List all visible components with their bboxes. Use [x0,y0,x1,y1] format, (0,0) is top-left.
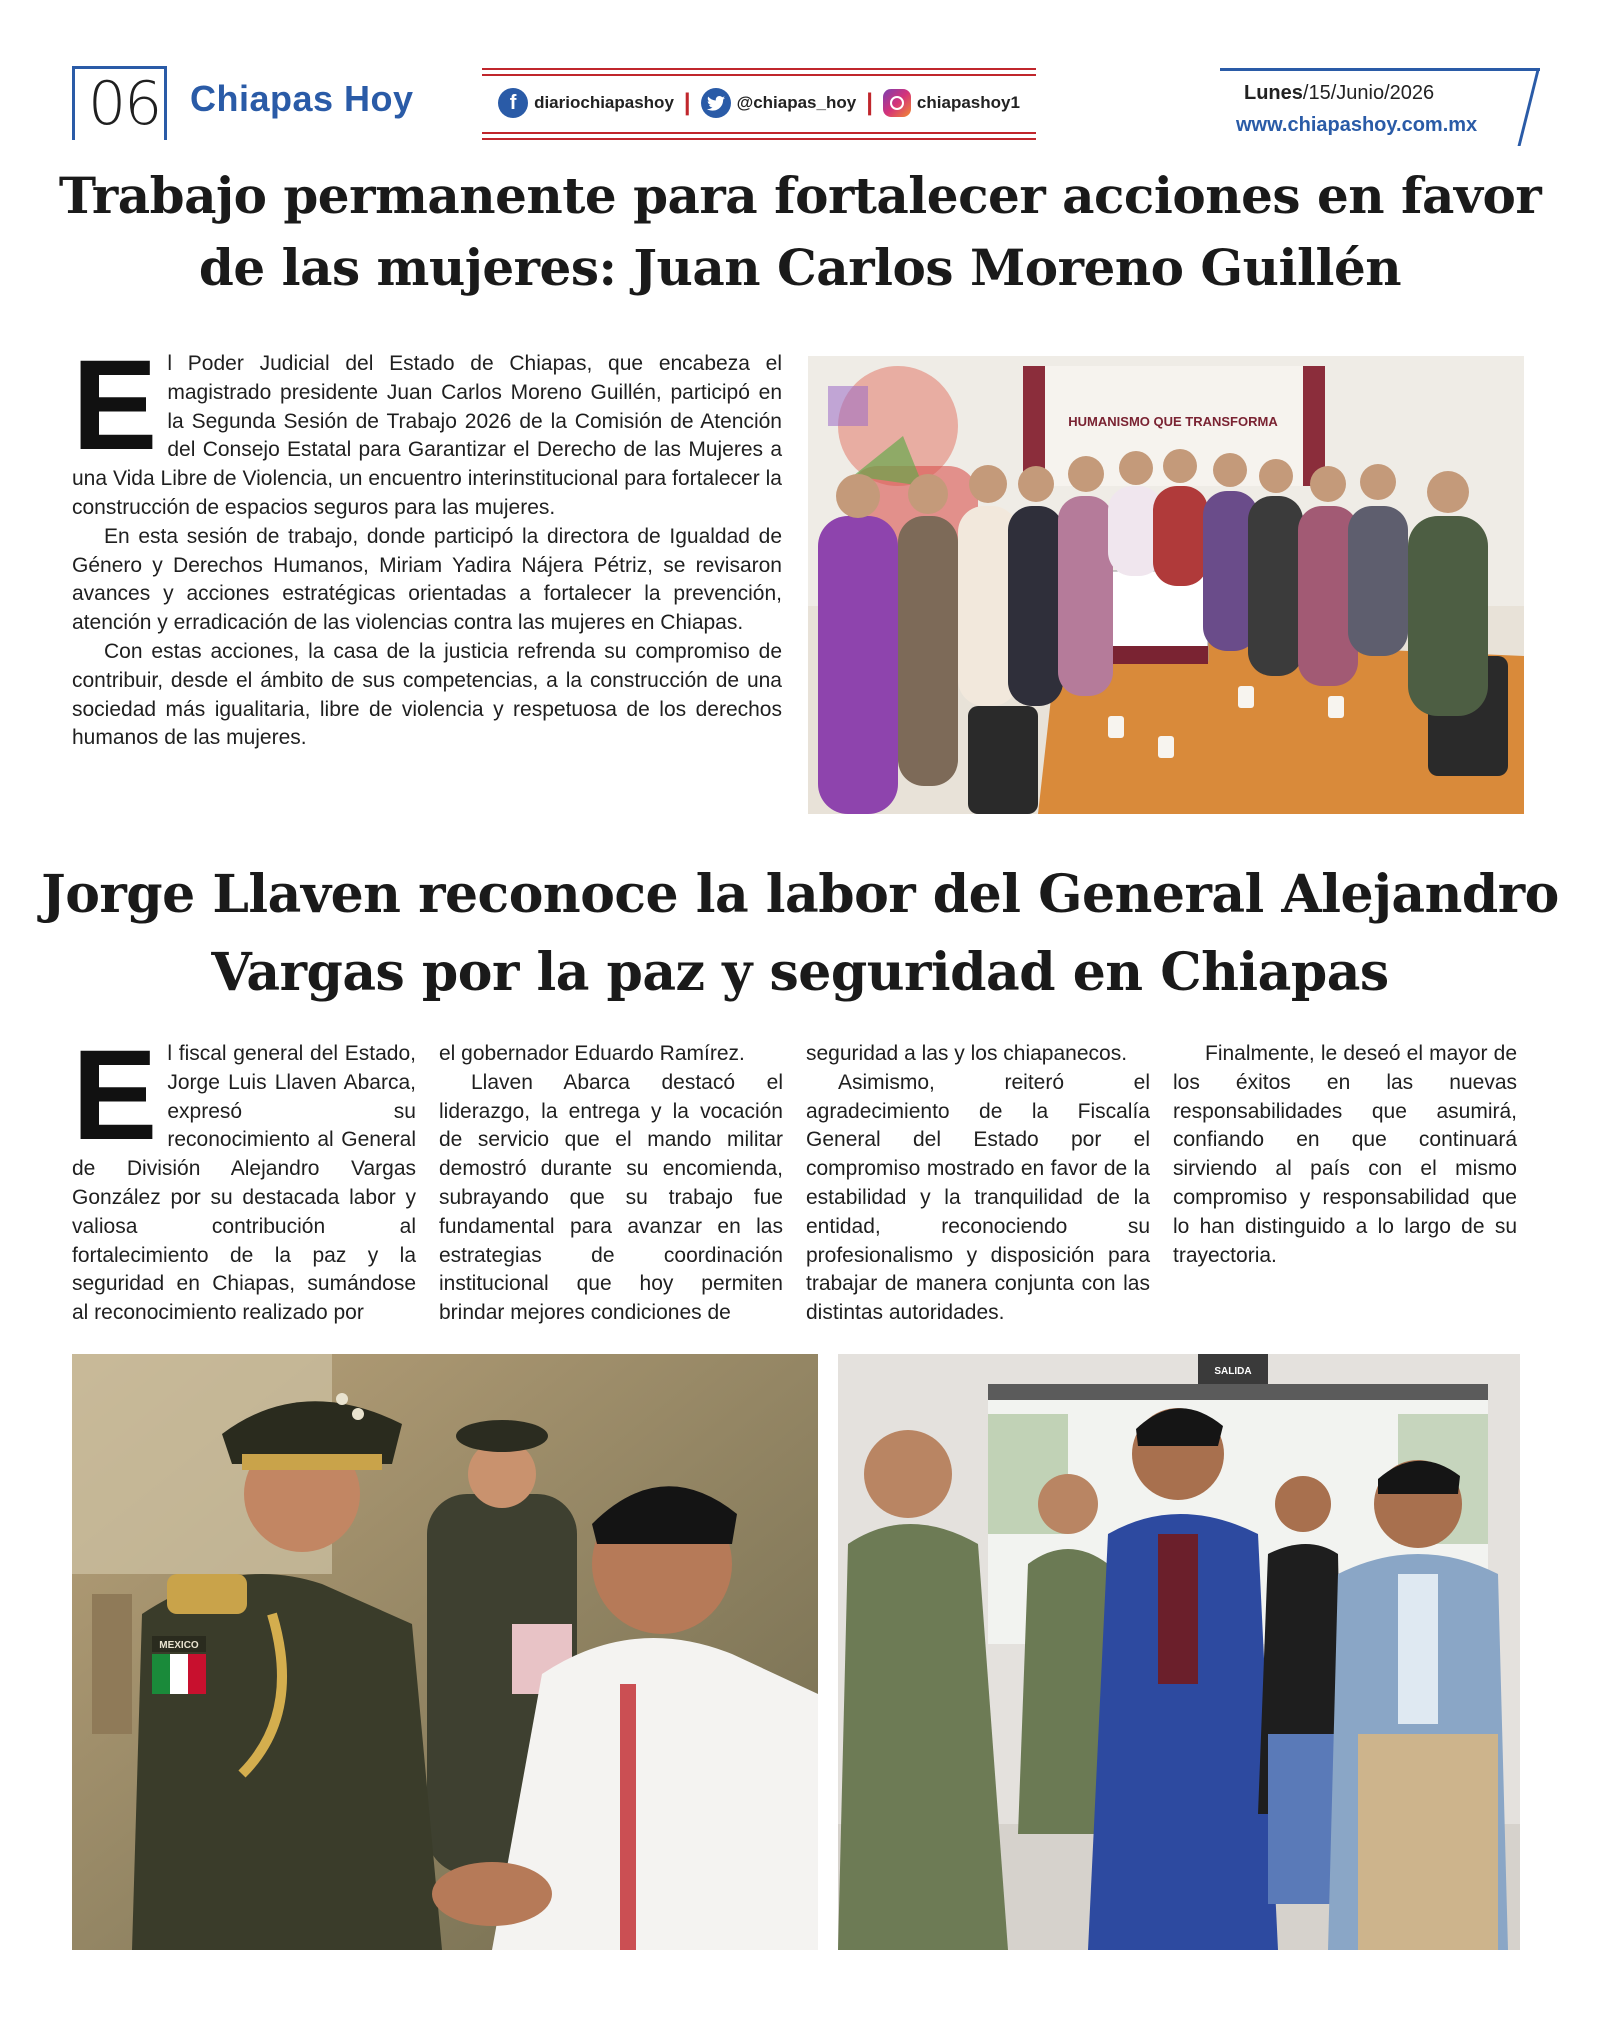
facebook-handle: diariochiapashoy [534,93,674,112]
twitter-link[interactable] [701,88,857,118]
article2-column-1 [72,1024,416,1328]
article2-paragraph-3: Asimismo, reiteró el agradecimiento de la Fiscalía General del Estado por el compromiso mostrado en favor de la estabilidad y la tranquilidad de la entidad, reconociendo su profesionalismo y disposición para trabajar de manera conjunta con las distintas autoridades. [806,1070,1150,1325]
article2-headline: Jorge Llaven reconoce la labor del General Alejandro Vargas por la paz y seguridad en Chiapas [41,864,1559,1003]
social-rule-top-2 [482,74,1036,76]
article1-paragraph-1 [72,334,782,523]
article1-headline: Trabajo permanente para fortalecer acciones en favor de las mujeres: Juan Carlos Moreno Guillén [58,166,1542,297]
issue-weekday: Lunes [1244,82,1303,104]
website-link[interactable]: www.chiapashoy.com.mx [1236,114,1478,136]
article1-paragraph-1-text: l Poder Judicial del Estado de Chiapas, que encabeza el magistrado presidente Juan Carlos Moreno Guillén, participó en la Segunda Sesión de Trabajo 2026 de la Comisión de Atención del Consejo Estatal para Garantizar el Derecho de las Mujeres a una Vida Libre de Violencia, un encuentro interinstitucional para fortalecer la construcción de espacios seguros para las mujeres. [72,352,782,519]
photo-patch-text: MEXICO [159,1640,199,1651]
article2-photo-handshake [72,1354,818,1950]
drop-cap: E [72,334,158,477]
social-links [482,86,1036,120]
article2-paragraph-1 [72,1024,416,1328]
page-number: 06 [88,69,161,139]
article1-photo [808,356,1524,814]
social-separator: | [866,89,873,116]
social-rule-bottom [482,132,1036,134]
twitter-handle: @chiapas_hoy [736,93,857,112]
instagram-link[interactable] [883,89,1020,117]
article2-column-4 [1173,1040,1517,1270]
section-title: Chiapas Hoy [190,78,414,119]
article2-column-2 [439,1040,783,1328]
article1-body [72,334,782,753]
twitter-icon [701,88,731,118]
photo-door-sign-text: SALIDA [1214,1366,1252,1377]
article2-column-3 [806,1040,1150,1328]
facebook-icon: f [498,88,528,118]
article2-paragraph-2-cont: seguridad a las y los chiapanecos. [806,1042,1128,1065]
article2-paragraph-2: Llaven Abarca destacó el liderazgo, la entrega y la vocación de servicio que el mando militar demostró durante su encomienda, subrayando que su trabajo fue fundamental para avanzar en las estrategias de coordinación institucional que hoy permiten brindar mejores condiciones de [439,1070,783,1325]
drop-cap: E [72,1024,158,1167]
photo-banner-text: HUMANISMO QUE TRANSFORMA [1068,414,1278,429]
article2-paragraph-1-cont: el gobernador Eduardo Ramírez. [439,1042,745,1065]
social-separator: | [683,89,691,116]
article2-photo-walking [838,1354,1520,1950]
social-rule-top [482,68,1036,70]
issue-date [1244,82,1434,105]
article1-paragraph-3: Con estas acciones, la casa de la justicia refrenda su compromiso de contribuir, desde el ámbito de sus competencias, a la construcción de una sociedad más igualitaria, libre de violencia y respetuosa de los derechos humanos de las mujeres. [72,639,782,750]
article2-paragraph-1-text: l fiscal general del Estado, Jorge Luis Llaven Abarca, expresó su reconocimiento al General de División Alejandro Vargas González por su destacada labor y valiosa contribución al fortalecimiento de la paz y la seguridad en Chiapas, sumándose al reconocimiento realizado por [72,1042,416,1325]
article2-paragraph-4: Finalmente, le deseó el mayor de los éxitos en las nuevas responsabilidades que asumirá, confiando en que continuará sirviendo al país con el mismo compromiso y responsabilidad que lo han distinguido a lo largo de su trayectoria. [1173,1042,1517,1267]
social-rule-bottom-2 [482,138,1036,140]
article1-paragraph-2: En esta sesión de trabajo, donde participó la directora de Igualdad de Género y Derechos Humanos, Miriam Yadira Nájera Pétriz, se revisaron avances y acciones estratégicas orientadas a fortalecer la prevención, atención y erradicación de las violencias contra las mujeres en Chiapas. [72,524,782,635]
social-bar [482,68,1036,140]
header-divider [164,66,167,140]
issue-date-rest: /15/Junio/2026 [1302,82,1435,104]
instagram-handle: chiapashoy1 [916,93,1020,112]
instagram-icon [883,89,911,117]
facebook-link[interactable] [498,88,674,118]
